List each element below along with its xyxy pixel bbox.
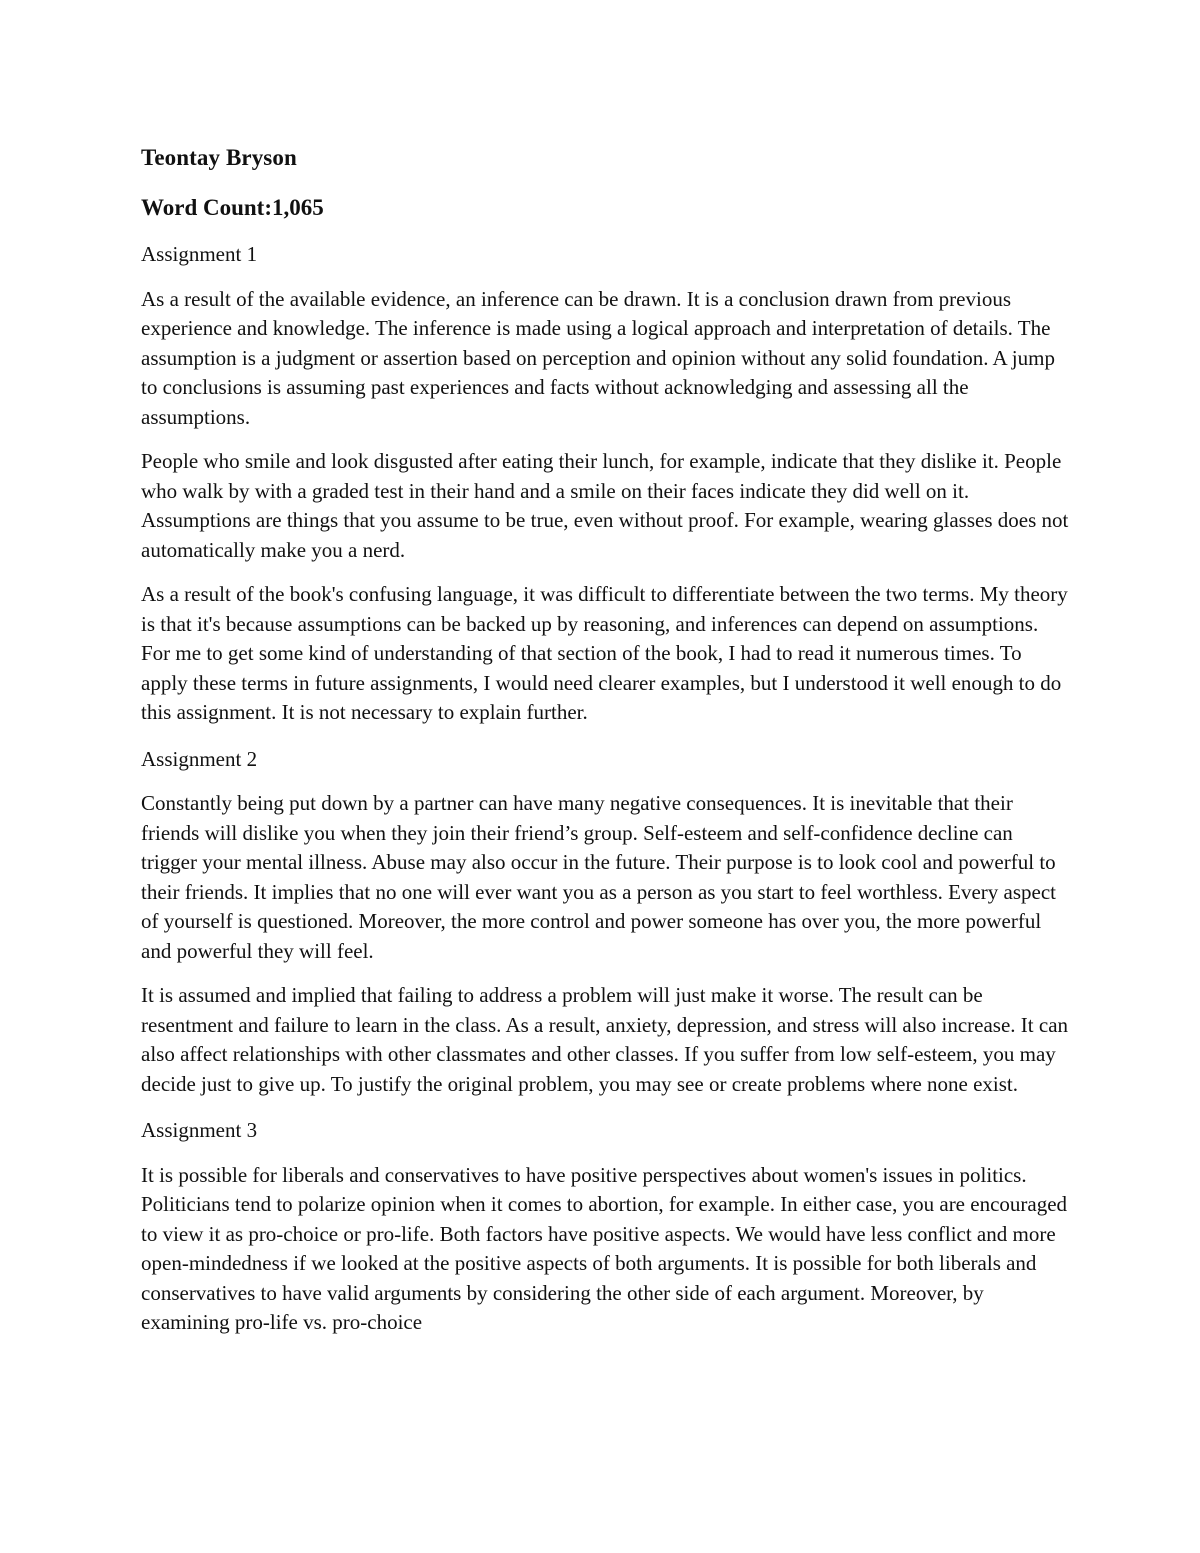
paragraph: As a result of the available evidence, an inference can be drawn. It is a conclusion drawn from previous experience and knowledge. The inference is made using a logical approach and interpretation of details. The assumption is a judgment or assertion based on perception and opinion without any solid foundation. A jump to conclusions is assuming past experiences and facts without acknowledging and assessing all the assumptions. [141, 286, 1055, 429]
paragraph: Constantly being put down by a partner can have many negative consequences. It is inevitable that their friends will dislike you when they join their friend’s group. Self-esteem and self-confidence decline can trigger your mental illness. Abuse may also occur in the future. Their purpose is to look cool and powerful to their friends. It implies that no one will ever want you as a person as you start to feel worthless. Every aspect of yourself is questioned. Moreover, the more control and power someone has over you, the more powerful and powerful they will feel. [141, 791, 1056, 963]
paragraph: As a result of the book's confusing language, it was difficult to differentiate between the two terms. My theory is that it's because assumptions can be backed up by reasoning, and inferences can depend on assumptions. For me to get some kind of understanding of that section of the book, I had to read it numerous times. To apply these terms in future assignments, I would need clearer examples, but I understood it well enough to do this assignment. It is not necessary to explain further. [141, 582, 1068, 724]
section-heading: Assignment 3 [141, 1118, 258, 1142]
paragraph: It is possible for liberals and conservatives to have positive perspectives about women's issues in politics. Politicians tend to polarize opinion when it comes to abortion, for example. In either case, you are encouraged to view it as pro-choice or pro-life. Both factors have positive aspects. We would have less conflict and more open-mindedness if we looked at the positive aspects of both arguments. It is possible for both liberals and conservatives to have valid arguments by considering the other side of each argument. Moreover, by examining pro-life vs. pro-choice [141, 1162, 1068, 1334]
author-name: Teontay Bryson [141, 145, 297, 170]
section-heading: Assignment 1 [141, 242, 258, 266]
section-heading: Assignment 2 [141, 746, 258, 771]
word-count: Word Count:1,065 [141, 195, 324, 220]
paragraph: It is assumed and implied that failing to address a problem will just make it worse. The result can be resentment and failure to learn in the class. As a result, anxiety, depression, and stress will also increase. It can also affect relationships with other classmates and other classes. If you suffer from low self-esteem, you may decide just to give up. To justify the original problem, you may see or create problems where none exist. [141, 983, 1069, 1096]
paragraph: People who smile and look disgusted after eating their lunch, for example, indicate that they dislike it. People who walk by with a graded test in their hand and a smile on their faces indicate they did well on it. Assumptions are things that you assume to be true, even without proof. For example, wearing glasses does not automatically make you a nerd. [141, 449, 1069, 562]
